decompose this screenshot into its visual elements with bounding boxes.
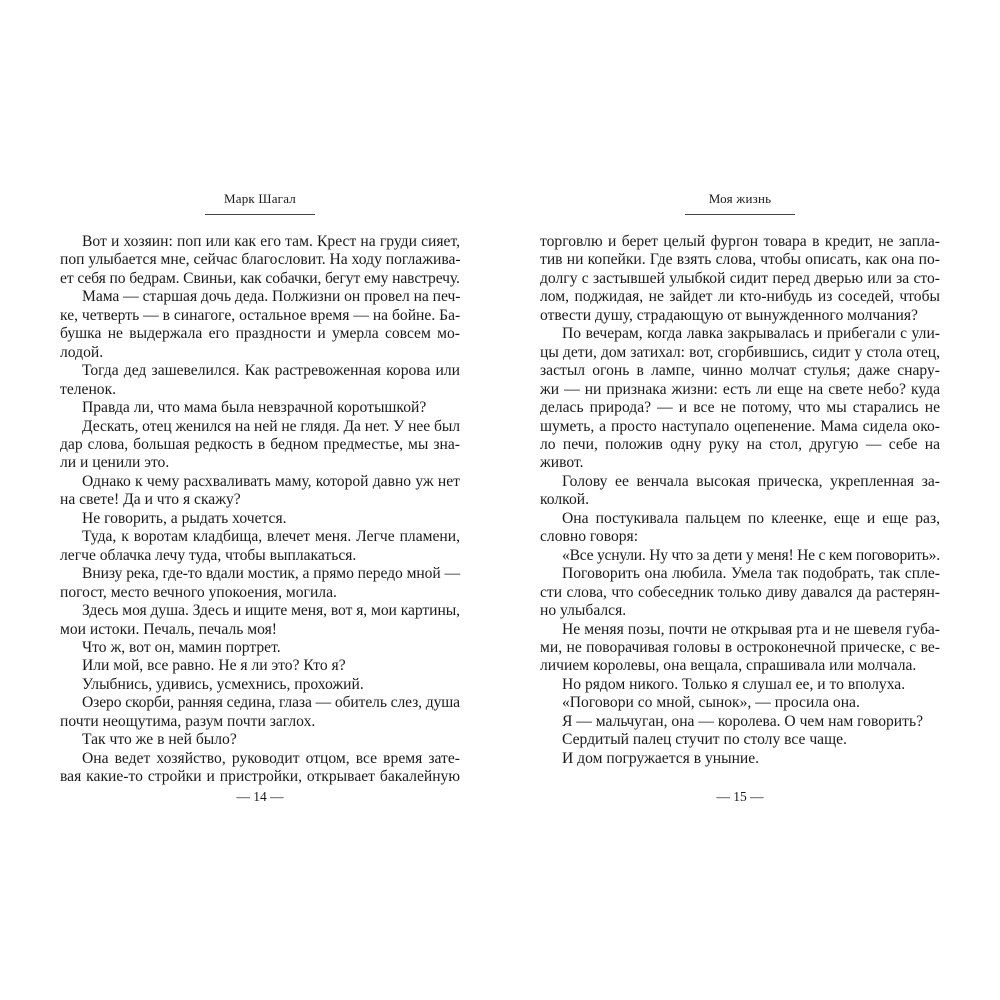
text-line: живот.: [540, 454, 584, 472]
text-line: поп улыбается мне, сейчас благословит. На ходу поглажива-: [60, 251, 461, 269]
text-line: Озеро скорби, ранняя седина, глаза — обитель слез, душа: [82, 694, 460, 712]
text-line: застыл огонь в лампе, чинно молчат стулья; даже снару-: [540, 362, 940, 380]
text-line: но улыбался.: [540, 602, 627, 620]
page-number: — 14 —: [236, 789, 284, 804]
text-line: Внизу река, где-то вдали мостик, а прямо передо мной —: [82, 565, 460, 583]
text-line: И дом погружается в уныние.: [562, 749, 760, 767]
text-line: По вечерам, когда лавка закрывалась и прибегали с ули-: [562, 325, 940, 343]
text-line: лодой.: [60, 343, 104, 361]
text-line: вая какие-то стройки и пристройки, открывает бакалейную: [60, 768, 460, 786]
text-line: Так что же в ней было?: [82, 731, 237, 749]
text-line: дар слова, большая редкость в бедном предместье, мы зна-: [60, 435, 460, 453]
header-rule: [205, 214, 315, 215]
text-line: Здесь моя душа. Здесь и ищите меня, вот я, мои картины,: [82, 602, 460, 620]
header-rule: [685, 214, 795, 215]
text-line: Поговорить она любила. Умела так подобрать, так спле-: [562, 565, 940, 583]
text-line: «Все уснули. Ну что за дети у меня! Не с кем поговорить».: [562, 546, 940, 564]
text-line: колкой.: [540, 491, 589, 509]
right-page: [540, 0, 940, 1000]
text-line: цы дети, дом затихал: вот, сгорбившись, сидит у стола отец,: [540, 343, 940, 361]
text-line: «Поговори со мной, сынок», — просила она.: [562, 694, 860, 712]
text-line: Я — мальчуган, она — королева. О чем нам говорить?: [562, 712, 923, 730]
text-line: Она постукивала пальцем по клеенке, еще и еще раз,: [562, 509, 940, 527]
text-line: Однако к чему расхваливать маму, которой давно уж нет: [82, 472, 460, 490]
text-line: погост, место вечного упокоения, могила.: [60, 583, 337, 601]
text-line: ми, не поворачивая головы в остроконечной прическе, с ве-: [540, 638, 940, 656]
text-line: делась природа? — и все не потому, что мы старались не: [540, 399, 940, 417]
text-line: ли и ценили это.: [60, 454, 170, 472]
body-text: [60, 233, 460, 787]
text-line: жи — ни признака жизни: есть ли еще на свете небо? куда: [540, 380, 940, 398]
body-text: [540, 233, 940, 768]
text-line: Не говорить, а рыдать хочется.: [82, 509, 287, 527]
text-line: сти слова, что собеседник только диву давался да растерян-: [540, 583, 940, 601]
text-line: почти неощутима, разум почти заглох.: [60, 712, 316, 730]
text-line: долгу с застывшей улыбкой сидит перед дверью или за сто-: [540, 269, 940, 287]
text-line: торговлю и берет целый фургон товара в кредит, не запла-: [540, 233, 940, 250]
text-line: ке, четверть — в синагоге, остальное время — на бойне. Ба-: [60, 306, 461, 324]
text-line: ет себя по бедрам. Свиньи, как собачки, бегут ему навстречу.: [60, 269, 460, 287]
text-line: Туда, к воротам кладбища, влечет меня. Легче пламени,: [82, 528, 460, 546]
text-line: Дескать, отец женился на ней не глядя. Да нет. У нее был: [82, 417, 460, 435]
left-page: [60, 0, 460, 1000]
text-line: Мама — старшая дочь деда. Полжизни он провел на печ-: [82, 288, 461, 306]
text-line: тив ни копейки. Где взять слова, чтобы описать, как она по-: [540, 251, 940, 269]
text-line: Но рядом никого. Только я слушал ее, и то вполуха.: [562, 675, 906, 693]
running-head-title: Моя жизнь: [708, 191, 772, 206]
text-line: Улыбнись, удивись, усмехнись, прохожий.: [82, 675, 364, 693]
text-line: шуметь, а просто наступало оцепенение. Мама сидела око-: [540, 417, 940, 435]
text-line: Вот и хозяин: поп или как его там. Крест на груди сияет,: [82, 233, 460, 250]
text-line: словно говоря:: [540, 528, 639, 546]
text-line: мои истоки. Печаль, печаль моя!: [60, 620, 277, 638]
text-line: на свете! Да и что я скажу?: [60, 491, 241, 509]
text-line: бушка не выдержала его праздности и умерла совсем мо-: [60, 325, 460, 343]
page-number: — 15 —: [716, 789, 764, 804]
text-line: Что ж, вот он, мамин портрет.: [82, 638, 281, 656]
text-line: личием королевы, она вещала, спрашивала или молчала.: [540, 657, 917, 675]
text-line: Она ведет хозяйство, руководит отцом, все время зате-: [82, 749, 460, 767]
text-line: Или мой, все равно. Не я ли это? Кто я?: [82, 657, 346, 675]
text-line: отвести душу, страдающую от вынужденного молчания?: [540, 306, 918, 324]
text-line: Не меняя позы, почти не открывая рта и не шевеля губа-: [562, 620, 940, 638]
text-line: Сердитый палец стучит по столу все чаще.: [562, 731, 847, 749]
text-line: легче облачка лечу туда, чтобы выплакаться.: [60, 546, 357, 564]
text-line: Правда ли, что мама была невзрачной коротышкой?: [82, 399, 427, 417]
text-line: Тогда дед зашевелился. Как растревоженная корова или: [82, 362, 460, 380]
text-line: Голову ее венчала высокая прическа, укрепленная за-: [562, 472, 940, 490]
text-line: ло печи, положив одну руку на стол, другую — себе на: [540, 435, 940, 453]
running-head-author: Марк Шагал: [224, 191, 296, 206]
text-line: лом, поджидая, не зайдет ли кто-нибудь из соседей, чтобы: [540, 288, 940, 306]
text-line: теленок.: [60, 380, 117, 398]
